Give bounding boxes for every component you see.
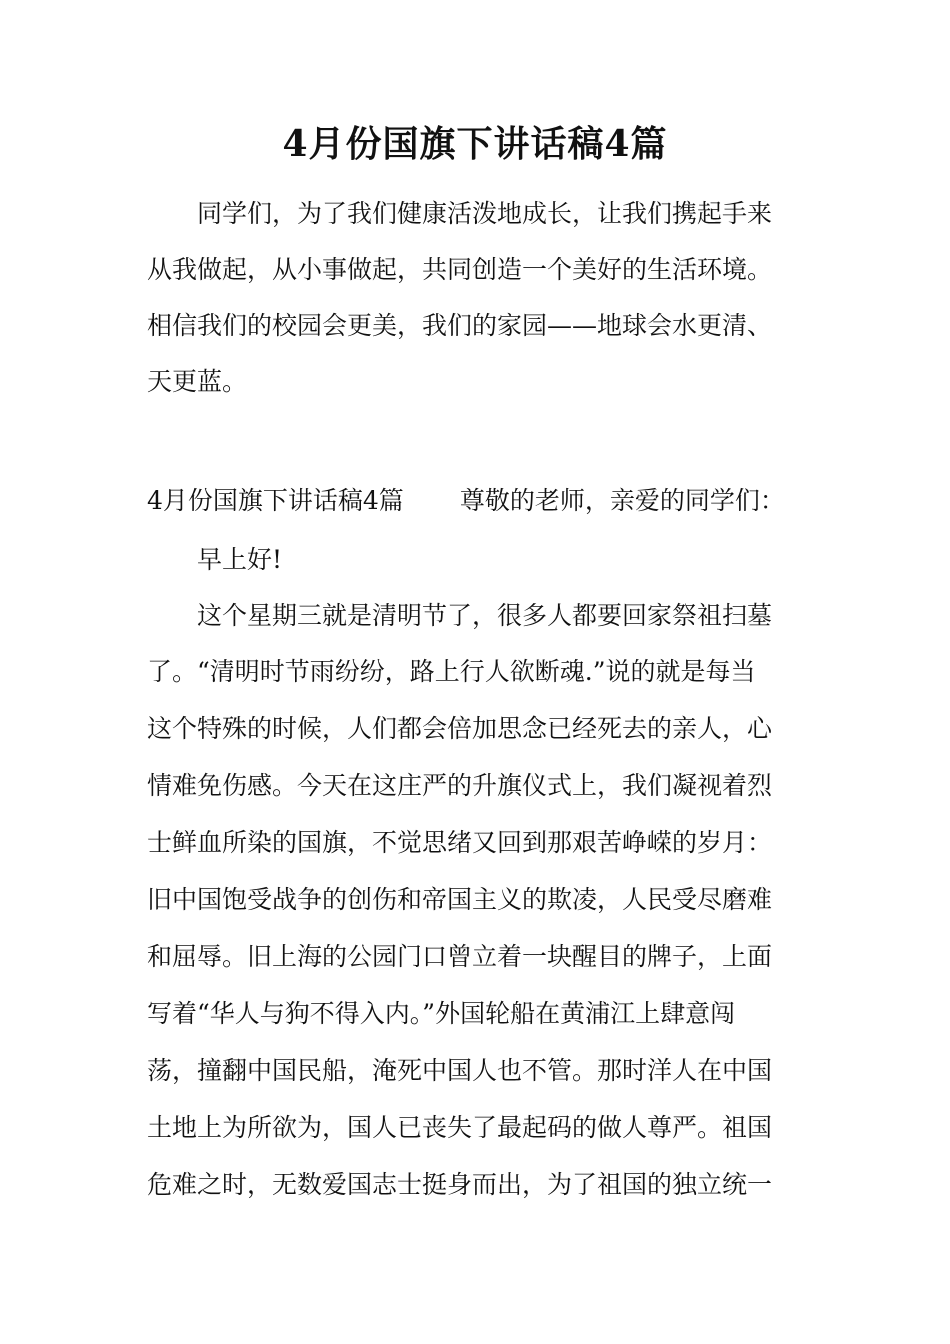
body-line-9: 荡，撞翻中国民船，淹死中国人也不管。那时洋人在中国 [147,1056,773,1085]
intro-line-4: 天更蓝。 [147,367,248,396]
body-line-10: 土地上为所欲为，国人已丧失了最起码的做人尊严。祖国 [147,1113,773,1142]
body-line-11: 危难之时，无数爱国志士挺身而出，为了祖国的独立统一 [147,1170,773,1199]
body-line-3: 这个特殊的时候，人们都会倍加思念已经死去的亲人，心 [147,714,773,743]
intro-line-2: 从我做起，从小事做起，共同创造一个美好的生活环境。 [147,255,773,284]
body-line-6: 旧中国饱受战争的创伤和帝国主义的欺凌，人民受尽磨难 [147,885,773,914]
body-line-7: 和屈辱。旧上海的公园门口曾立着一块醒目的牌子，上面 [147,942,773,971]
body-line-5: 士鲜血所染的国旗，不觉思绪又回到那艰苦峥嵘的岁月： [147,828,773,857]
document-title: 4月份国旗下讲话稿4篇 [282,123,668,165]
body-line-8: 写着“华人与狗不得入内。”外国轮船在黄浦江上肆意闯 [147,999,736,1028]
section-heading: 4月份国旗下讲话稿4篇 [147,486,404,515]
greeting: 早上好! [197,545,283,574]
intro-line-1: 同学们，为了我们健康活泼地成长，让我们携起手来 [197,199,773,228]
body-line-1: 这个星期三就是清明节了，很多人都要回家祭祖扫墓 [197,601,773,630]
body-line-2: 了。“清明时节雨纷纷，路上行人欲断魂.”说的就是每当 [147,657,756,686]
body-line-4: 情难免伤感。今天在这庄严的升旗仪式上，我们凝视着烈 [147,771,773,800]
section-heading-line [147,481,785,521]
salutation: 尊敬的老师，亲爱的同学们： [459,486,785,515]
intro-line-3: 相信我们的校园会更美，我们的家园——地球会水更清、 [147,311,773,340]
